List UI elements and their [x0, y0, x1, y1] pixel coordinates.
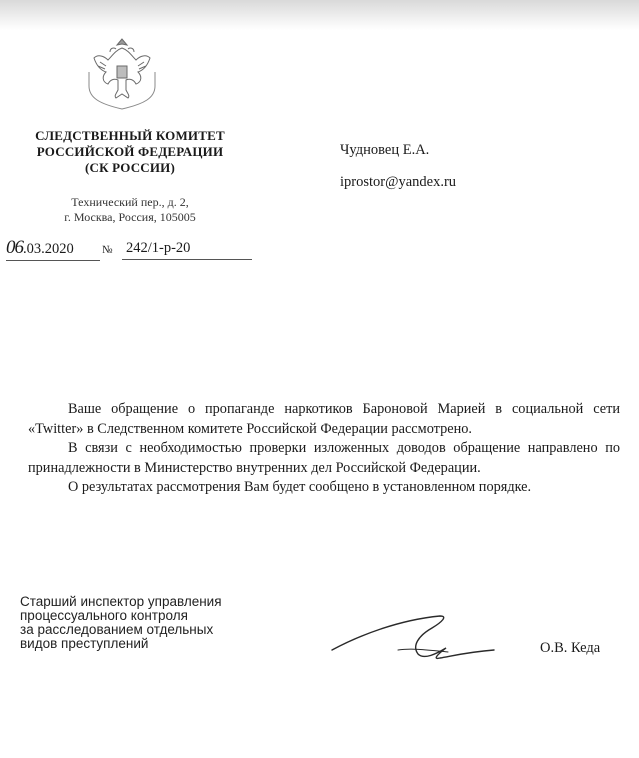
signer-title-line: видов преступлений [20, 636, 149, 651]
body-paragraph: Ваше обращение о пропаганде наркотиков Бароновой Марией в социальной сети «Twitter» в Следственном комитете Российской Федерации рассмотрено. [28, 401, 620, 437]
org-name-line: РОССИЙСКОЙ ФЕДЕРАЦИИ [36, 144, 224, 159]
page-top-shadow [0, 0, 639, 30]
signer-title-line: Старший инспектор управления [20, 594, 222, 609]
org-abbreviation: (СК РОССИИ) [84, 160, 176, 175]
printed-date: .03.2020 [23, 241, 74, 257]
handwritten-signature [328, 610, 498, 662]
address-city: г. Москва, Россия, 105005 [64, 210, 196, 224]
signer-title-line: за расследованием отдельных [20, 622, 214, 637]
registration-number: 242/1-р-20 [122, 237, 252, 260]
signer-title [20, 595, 290, 651]
recipient-email: iprostor@yandex.ru [340, 174, 457, 190]
body-paragraph: В связи с необходимостью проверки изложенных доводов обращение направлено по принадлежности в Министерство внутренних дел Российской Федерации. [28, 440, 620, 476]
number-sign: № [102, 244, 113, 256]
handwritten-day: 06 [6, 237, 23, 258]
recipient-name: Чудновец Е.А. [340, 142, 430, 158]
org-name-line: СЛЕДСТВЕННЫЙ КОМИТЕТ [35, 128, 225, 143]
signer-title-line: процессуального контроля [20, 608, 188, 623]
organization-header [12, 128, 248, 176]
body-paragraph: О результатах рассмотрения Вам будет сообщено в установленном порядке. [68, 479, 532, 495]
registration-date-field [6, 237, 100, 261]
organization-address [40, 195, 220, 225]
recipient-block [340, 140, 456, 192]
signer-name: О.В. Кеда [540, 640, 601, 656]
letter-body [28, 400, 620, 498]
coat-of-arms-emblem [86, 36, 158, 110]
address-street: Технический пер., д. 2, [71, 195, 189, 209]
